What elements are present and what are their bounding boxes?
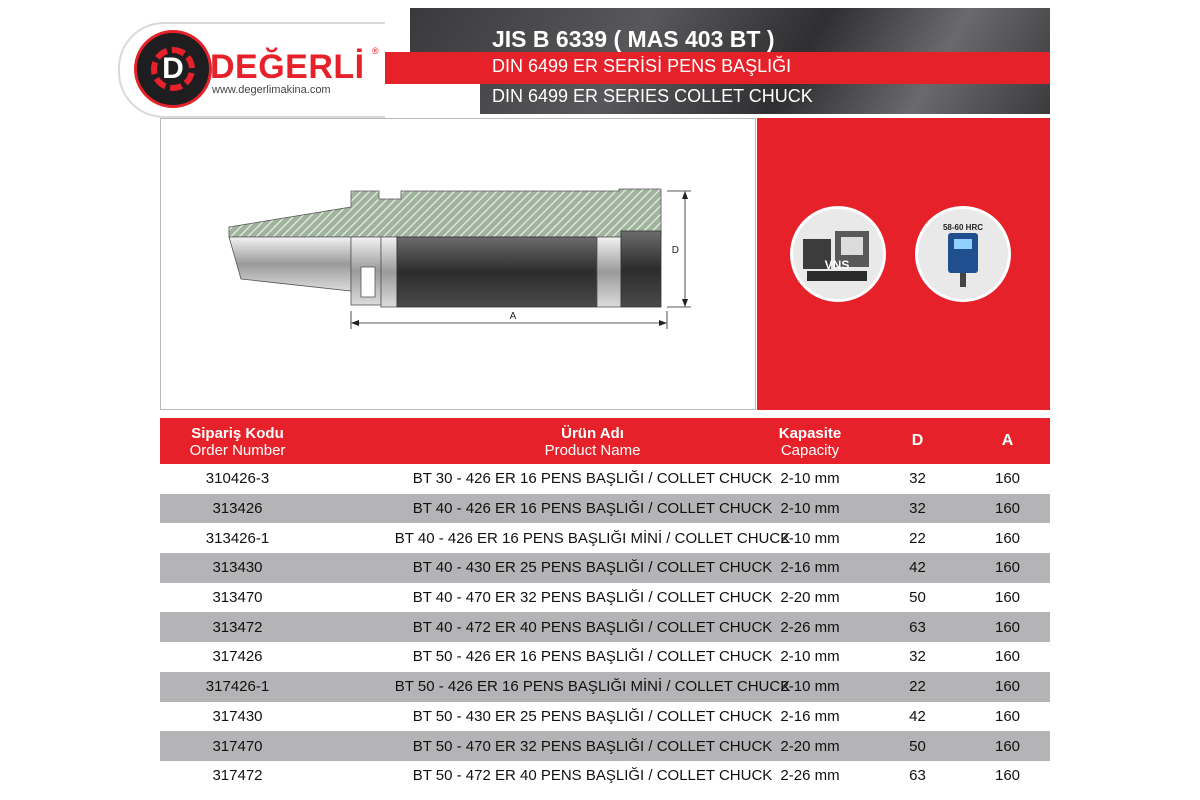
d-cell: 32	[909, 648, 926, 666]
capacity-cell: 2-10 mm	[780, 678, 840, 696]
d-cell: 63	[909, 767, 926, 785]
table-row[interactable]	[160, 731, 1050, 761]
table-row[interactable]	[160, 494, 1050, 524]
d-cell: 32	[909, 470, 926, 488]
d-cell: 32	[909, 500, 926, 518]
machine-icon	[793, 209, 883, 299]
a-cell: 160	[994, 707, 1021, 725]
order-number-cell: 313426	[212, 500, 263, 518]
d-cell: 50	[909, 589, 926, 607]
brand-name: DEĞERLİ	[210, 48, 365, 86]
product-name-cell: BT 50 - 430 ER 25 PENS BAŞLIĞI / COLLET CHUCK	[412, 707, 773, 725]
title-standard: JIS B 6339 ( MAS 403 BT )	[492, 26, 775, 52]
order-number-cell: 317426-1	[205, 678, 270, 696]
product-name-cell: BT 30 - 426 ER 16 PENS BAŞLIĞI / COLLET CHUCK	[412, 470, 773, 488]
a-cell: 160	[994, 589, 1021, 607]
a-cell: 160	[994, 618, 1021, 636]
hardness-label: 58-60 HRC	[942, 223, 983, 232]
order-number-cell: 313472	[212, 618, 263, 636]
capacity-cell: 2-20 mm	[780, 589, 840, 607]
header-product-name: Ürün Adı Product Name	[544, 425, 641, 459]
capacity-cell: 2-10 mm	[780, 529, 840, 547]
logo-letter: D	[162, 52, 184, 85]
header-d: D	[911, 432, 924, 449]
feature-panel	[757, 118, 1050, 410]
header-capacity: Kapasite Capacity	[778, 425, 842, 459]
title-turkish: DIN 6499 ER SERİSİ PENS BAŞLIĞI	[492, 56, 792, 76]
d-cell: 22	[909, 678, 926, 696]
product-name-cell: BT 50 - 472 ER 40 PENS BAŞLIĞI / COLLET CHUCK	[412, 767, 773, 785]
capacity-cell: 2-26 mm	[780, 618, 840, 636]
d-cell: 50	[909, 737, 926, 755]
header-a: A	[1001, 432, 1014, 449]
table-row[interactable]	[160, 702, 1050, 732]
product-name-cell: BT 50 - 426 ER 16 PENS BAŞLIĞI / COLLET CHUCK	[412, 648, 773, 666]
order-number-cell: 317472	[212, 767, 263, 785]
product-name-cell: BT 40 - 470 ER 32 PENS BAŞLIĞI / COLLET CHUCK	[412, 589, 773, 607]
table-row[interactable]	[160, 612, 1050, 642]
capacity-cell: 2-16 mm	[780, 707, 840, 725]
table-row[interactable]	[160, 553, 1050, 583]
order-number-cell: 313470	[212, 589, 263, 607]
a-cell: 160	[994, 678, 1021, 696]
product-name-cell: BT 50 - 426 ER 16 PENS BAŞLIĞI MİNİ / COLLET CHUCK	[394, 678, 791, 696]
a-cell: 160	[994, 737, 1021, 755]
table-row[interactable]	[160, 672, 1050, 702]
title-english: DIN 6499 ER SERIES COLLET CHUCK	[492, 86, 813, 106]
hardness-badge	[915, 206, 1011, 302]
d-cell: 22	[909, 529, 926, 547]
dimension-d-label: D	[671, 245, 679, 256]
collet-chuck-drawing	[161, 119, 755, 409]
capacity-cell: 2-26 mm	[780, 767, 840, 785]
order-number-cell: 310426-3	[205, 470, 270, 488]
capacity-cell: 2-10 mm	[780, 470, 840, 488]
d-cell: 63	[909, 618, 926, 636]
a-cell: 160	[994, 529, 1021, 547]
product-table	[160, 418, 1050, 791]
table-row[interactable]	[160, 464, 1050, 494]
vns-label: VNS	[824, 258, 850, 272]
order-number-cell: 317470	[212, 737, 263, 755]
product-name-cell: BT 40 - 430 ER 25 PENS BAŞLIĞI / COLLET CHUCK	[412, 559, 773, 577]
a-cell: 160	[994, 470, 1021, 488]
capacity-cell: 2-20 mm	[780, 737, 840, 755]
table-row[interactable]	[160, 583, 1050, 613]
table-header	[160, 418, 1050, 464]
brand-url[interactable]: www.degerlimakina.com	[212, 84, 331, 96]
logo-emblem-icon	[134, 30, 212, 108]
a-cell: 160	[994, 648, 1021, 666]
product-name-cell: BT 40 - 426 ER 16 PENS BAŞLIĞI MİNİ / COLLET CHUCK	[394, 529, 791, 547]
table-row[interactable]	[160, 761, 1050, 791]
registered-mark: ®	[372, 46, 379, 56]
vns-machine-badge	[790, 206, 886, 302]
order-number-cell: 313426-1	[205, 529, 270, 547]
a-cell: 160	[994, 767, 1021, 785]
product-name-cell: BT 40 - 472 ER 40 PENS BAŞLIĞI / COLLET CHUCK	[412, 618, 773, 636]
d-cell: 42	[909, 559, 926, 577]
table-row[interactable]	[160, 642, 1050, 672]
a-cell: 160	[994, 500, 1021, 518]
table-body	[160, 464, 1050, 791]
capacity-cell: 2-16 mm	[780, 559, 840, 577]
order-number-cell: 317426	[212, 648, 263, 666]
product-name-cell: BT 40 - 426 ER 16 PENS BAŞLIĞI / COLLET CHUCK	[412, 500, 773, 518]
a-cell: 160	[994, 559, 1021, 577]
technical-drawing-panel	[160, 118, 756, 410]
order-number-cell: 317430	[212, 707, 263, 725]
capacity-cell: 2-10 mm	[780, 648, 840, 666]
table-row[interactable]	[160, 523, 1050, 553]
d-cell: 42	[909, 707, 926, 725]
dimension-a-label: A	[509, 311, 517, 322]
order-number-cell: 313430	[212, 559, 263, 577]
header-order-number: Sipariş Kodu Order Number	[189, 425, 286, 459]
product-name-cell: BT 50 - 470 ER 32 PENS BAŞLIĞI / COLLET CHUCK	[412, 737, 773, 755]
capacity-cell: 2-10 mm	[780, 500, 840, 518]
header	[0, 0, 1200, 118]
